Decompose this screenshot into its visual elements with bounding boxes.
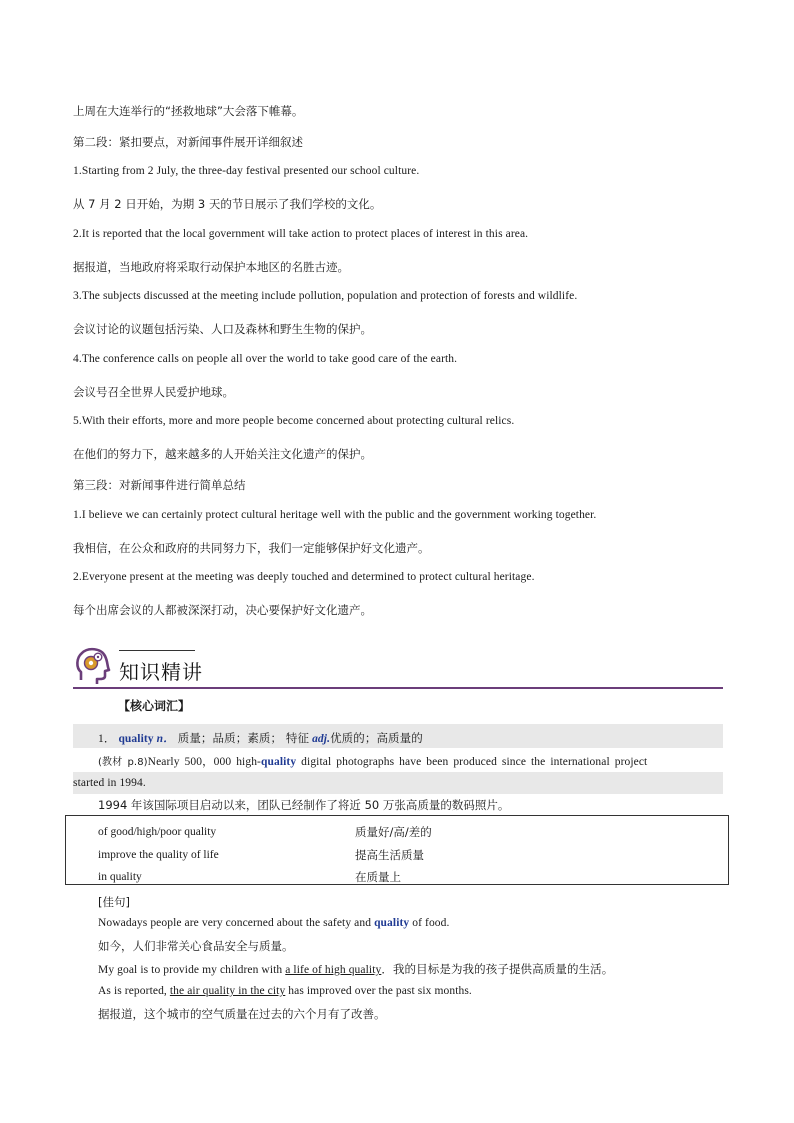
sentence-text: As is reported, xyxy=(98,985,170,997)
good-sentence xyxy=(98,917,449,929)
shaded-band xyxy=(73,772,723,794)
text-line: 会议号召全世界人民爱护地球。 xyxy=(73,385,234,399)
text-line: 1.I believe we can certainly protect cultural heritage well with the public and the government working together. xyxy=(73,509,597,521)
text-line: 从 7 月 2 日开始，为期 3 天的节日展示了我们学校的文化。 xyxy=(73,197,382,211)
head-gears-icon xyxy=(73,646,113,686)
phrase-table xyxy=(65,815,729,885)
sentence-text: ．我的目标是为我的孩子提供高质量的生活。 xyxy=(381,962,614,976)
vocab-number: 1． xyxy=(98,733,116,745)
paragraph-heading: 第三段：对新闻事件进行简单总结 xyxy=(73,478,246,492)
phrase-en: improve the quality of life xyxy=(98,849,219,861)
text-line: 5.With their efforts, more and more people become concerned about protecting cultural relics. xyxy=(73,415,515,427)
vocab-word: quality xyxy=(118,733,154,745)
text-line: 在他们的努力下，越来越多的人开始关注文化遗产的保护。 xyxy=(73,447,372,461)
phrase-cn: 质量好/高/差的 xyxy=(355,825,432,839)
good-sentence-cn: 据报道，这个城市的空气质量在过去的六个月有了改善。 xyxy=(98,1007,386,1021)
text-line: 每个出席会议的人都被深深打动，决心要保护好文化遗产。 xyxy=(73,603,372,617)
text-line: 1.Starting from 2 July, the three-day festival presented our school culture. xyxy=(73,165,420,177)
phrase-row xyxy=(98,869,401,884)
vocab-entry xyxy=(98,730,423,746)
example-text: Nearly 500，000 high- xyxy=(147,756,261,768)
sentence-text: has improved over the past six months. xyxy=(285,985,472,997)
example-text: digital photographs have been produced since the international project xyxy=(296,756,648,768)
good-sentence xyxy=(98,961,613,977)
title-overline xyxy=(119,650,195,651)
sentence-text: of food. xyxy=(409,917,450,929)
textbook-ref: (教材 p.8) xyxy=(98,757,148,768)
example-keyword: quality xyxy=(260,756,297,768)
phrase-row xyxy=(98,847,424,862)
vocab-pos: n． xyxy=(156,733,175,745)
text-line: 4.The conference calls on people all over the world to take good care of the earth. xyxy=(73,353,458,365)
text-line: 2.It is reported that the local government will take action to protect places of interest in this area. xyxy=(73,228,529,240)
phrase-cn: 提高生活质量 xyxy=(355,848,424,862)
core-vocab-heading: 【核心词汇】 xyxy=(118,699,191,713)
phrase-en: of good/high/poor quality xyxy=(98,826,217,838)
text-line: 3.The subjects discussed at the meeting include pollution, population and protection of forests and wildlife. xyxy=(73,290,578,302)
phrase-row xyxy=(98,824,432,839)
sentence-text: Nowadays people are very concerned about the safety and xyxy=(98,917,375,929)
section-title: 知识精讲 xyxy=(119,660,203,684)
paragraph-heading: 第二段：紧扣要点，对新闻事件展开详细叙述 xyxy=(73,135,303,149)
sentence-underlined: a life of high quality xyxy=(285,964,382,976)
vocab-pos-adj: adj. xyxy=(312,733,331,745)
vocab-example-cn: 1994 年该国际项目启动以来，团队已经制作了将近 50 万张高质量的数码照片。 xyxy=(98,798,510,812)
good-sentence xyxy=(98,985,472,997)
text-line: 据报道，当地政府将采取行动保护本地区的名胜古迹。 xyxy=(73,260,349,274)
text-line: 2.Everyone present at the meeting was deeply touched and determined to protect cultural heritage. xyxy=(73,571,535,583)
vocab-meaning: 质量；品质；素质； 特征 xyxy=(177,731,310,745)
text-line: 上周在大连举行的“拯救地球”大会落下帷幕。 xyxy=(73,104,304,118)
vocab-example-cont: started in 1994. xyxy=(73,777,146,789)
phrase-cn: 在质量上 xyxy=(355,870,401,884)
good-sentence-cn: 如今，人们非常关心食品安全与质量。 xyxy=(98,939,294,953)
sentence-text: My goal is to provide my children with xyxy=(98,964,286,976)
text-line: 会议讨论的议题包括污染、人口及森林和野生生物的保护。 xyxy=(73,322,372,336)
section-divider xyxy=(73,687,723,689)
phrase-en: in quality xyxy=(98,871,142,883)
text-line: 我相信，在公众和政府的共同努力下，我们一定能够保护好文化遗产。 xyxy=(73,541,430,555)
section-banner xyxy=(73,646,723,690)
vocab-meaning-adj: 优质的；高质量的 xyxy=(330,731,423,745)
sentence-keyword: quality xyxy=(374,917,410,929)
vocab-example xyxy=(98,753,647,769)
sentence-underlined: the air quality in the city xyxy=(169,985,286,997)
good-sentence-label: [佳句] xyxy=(98,895,130,909)
